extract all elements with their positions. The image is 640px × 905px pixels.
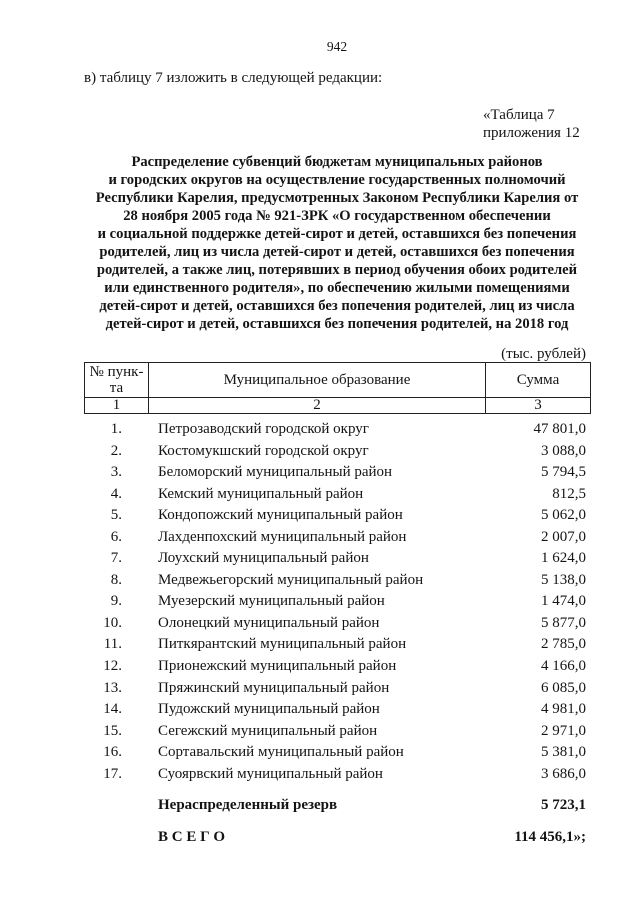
municipality-name: Муезерский муниципальный район — [158, 593, 385, 610]
header-number-line: № пунк- — [89, 363, 144, 380]
table-caption-line: приложения 12 — [483, 124, 580, 141]
table-row — [84, 656, 590, 678]
table-caption — [483, 107, 580, 142]
municipality-name: Пудожский муниципальный район — [158, 701, 380, 718]
header-number — [85, 363, 149, 398]
table-row — [84, 462, 590, 484]
table-header — [84, 362, 591, 414]
municipality-name: Кемский муниципальный район — [158, 485, 364, 502]
table-row — [84, 484, 590, 506]
row-amount: 5 138,0 — [541, 571, 586, 588]
municipality-name: Беломорский муниципальный район — [158, 464, 393, 481]
municipality-name: Лахденпохский муниципальный район — [158, 528, 407, 545]
table-row — [84, 505, 590, 527]
municipality-name: Прионежский муниципальный район — [158, 658, 397, 675]
title-line: Республики Карелия, предусмотренных Законом Республики Карелия от — [95, 190, 579, 206]
row-number: 16. — [103, 744, 122, 761]
municipality-name: Кондопожский муниципальный район — [158, 507, 403, 524]
row-amount: 4 981,0 — [541, 701, 586, 718]
row-number: 2. — [110, 442, 122, 459]
total-label: В С Е Г О — [158, 829, 226, 845]
municipality-name: Сегежский муниципальный район — [158, 722, 378, 739]
table-row — [84, 764, 590, 786]
title-line: детей-сирот и детей, оставшихся без попечения родителей, лиц из числа — [99, 298, 575, 314]
row-number: 8. — [110, 571, 122, 588]
table-row — [84, 699, 590, 721]
title-line: и городских округов на осуществление государственных полномочий — [108, 172, 566, 188]
row-number: 12. — [103, 658, 122, 675]
row-number: 14. — [103, 701, 122, 718]
table-row — [84, 527, 590, 549]
row-amount: 5 877,0 — [541, 614, 586, 631]
column-number: 3 — [486, 398, 591, 414]
row-amount: 1 624,0 — [541, 550, 586, 567]
municipality-name: Питкярантский муниципальный район — [158, 636, 407, 653]
row-number: 6. — [110, 528, 122, 545]
row-amount: 5 794,5 — [541, 464, 586, 481]
title-line: родителей, лиц из числа детей-сирот и детей, оставшихся без попечения — [99, 244, 575, 260]
column-number: 2 — [149, 398, 486, 414]
row-amount: 3 686,0 — [541, 765, 586, 782]
row-number: 4. — [110, 485, 122, 502]
table-row — [84, 591, 590, 613]
table-body — [84, 419, 590, 785]
table-row — [84, 613, 590, 635]
table-row — [84, 721, 590, 743]
reserve-amount: 5 723,1 — [541, 797, 586, 813]
row-number: 5. — [110, 507, 122, 524]
reserve-label: Нераспределенный резерв — [158, 797, 338, 813]
title-line: 28 ноября 2005 года № 921-ЗРК «О государственном обеспечении — [123, 208, 551, 224]
row-number: 11. — [103, 636, 122, 653]
municipality-name: Пряжинский муниципальный район — [158, 679, 390, 696]
header-municipality: Муниципальное образование — [149, 363, 486, 398]
page-number: 942 — [326, 39, 348, 54]
row-amount: 1 474,0 — [541, 593, 586, 610]
row-amount: 3 088,0 — [541, 442, 586, 459]
row-number: 13. — [103, 679, 122, 696]
units-label: (тыс. рублей) — [501, 346, 586, 362]
municipality-name: Олонецкий муниципальный район — [158, 614, 380, 631]
table-row — [84, 634, 590, 656]
title-line: родителей, а также лиц, потерявших в период обучения обоих родителей — [96, 262, 578, 278]
row-number: 9. — [110, 593, 122, 610]
intro-paragraph: в) таблицу 7 изложить в следующей редакции: — [84, 70, 383, 86]
column-number: 1 — [85, 398, 149, 414]
reserve-row — [84, 795, 590, 817]
row-number: 1. — [110, 421, 122, 437]
row-amount: 2 785,0 — [541, 636, 586, 653]
row-number: 15. — [103, 722, 122, 739]
title-line: или единственного родителя», по обеспечению жилыми помещениями — [104, 280, 570, 296]
row-amount: 5 062,0 — [541, 507, 586, 524]
total-row — [84, 827, 590, 849]
row-amount: 2 971,0 — [541, 722, 586, 739]
row-number: 10. — [103, 614, 122, 631]
row-number: 17. — [103, 765, 122, 782]
table-row — [84, 570, 590, 592]
table-caption-line: «Таблица 7 — [483, 107, 555, 123]
row-amount: 6 085,0 — [541, 679, 586, 696]
title-line: Распределение субвенций бюджетам муниципальных районов — [131, 154, 543, 170]
title-line: и социальной поддержке детей-сирот и детей, оставшихся без попечения — [97, 226, 577, 242]
header-sum: Сумма — [486, 363, 591, 398]
row-amount: 2 007,0 — [541, 528, 586, 545]
table-row — [84, 441, 590, 463]
municipality-name: Костомукшский городской округ — [158, 442, 369, 459]
table-title — [40, 153, 634, 333]
header-number-line: та — [109, 380, 124, 396]
table-row — [84, 742, 590, 764]
total-amount: 114 456,1»; — [514, 829, 586, 845]
title-line: детей-сирот и детей, оставшихся без попечения родителей, на 2018 год — [105, 316, 569, 332]
row-number: 7. — [110, 550, 122, 567]
municipality-name: Петрозаводский городской округ — [158, 421, 369, 437]
municipality-name: Медвежьегорский муниципальный район — [158, 571, 424, 588]
row-amount: 4 166,0 — [541, 658, 586, 675]
municipality-name: Лоухский муниципальный район — [158, 550, 369, 567]
municipality-name: Сортавальский муниципальный район — [158, 744, 404, 761]
row-amount: 47 801,0 — [533, 421, 586, 437]
table-row — [84, 419, 590, 441]
row-amount: 5 381,0 — [541, 744, 586, 761]
table-row — [84, 548, 590, 570]
row-number: 3. — [110, 464, 122, 481]
row-amount: 812,5 — [552, 485, 586, 502]
municipality-name: Суоярвский муниципальный район — [158, 765, 383, 782]
table-row — [84, 678, 590, 700]
